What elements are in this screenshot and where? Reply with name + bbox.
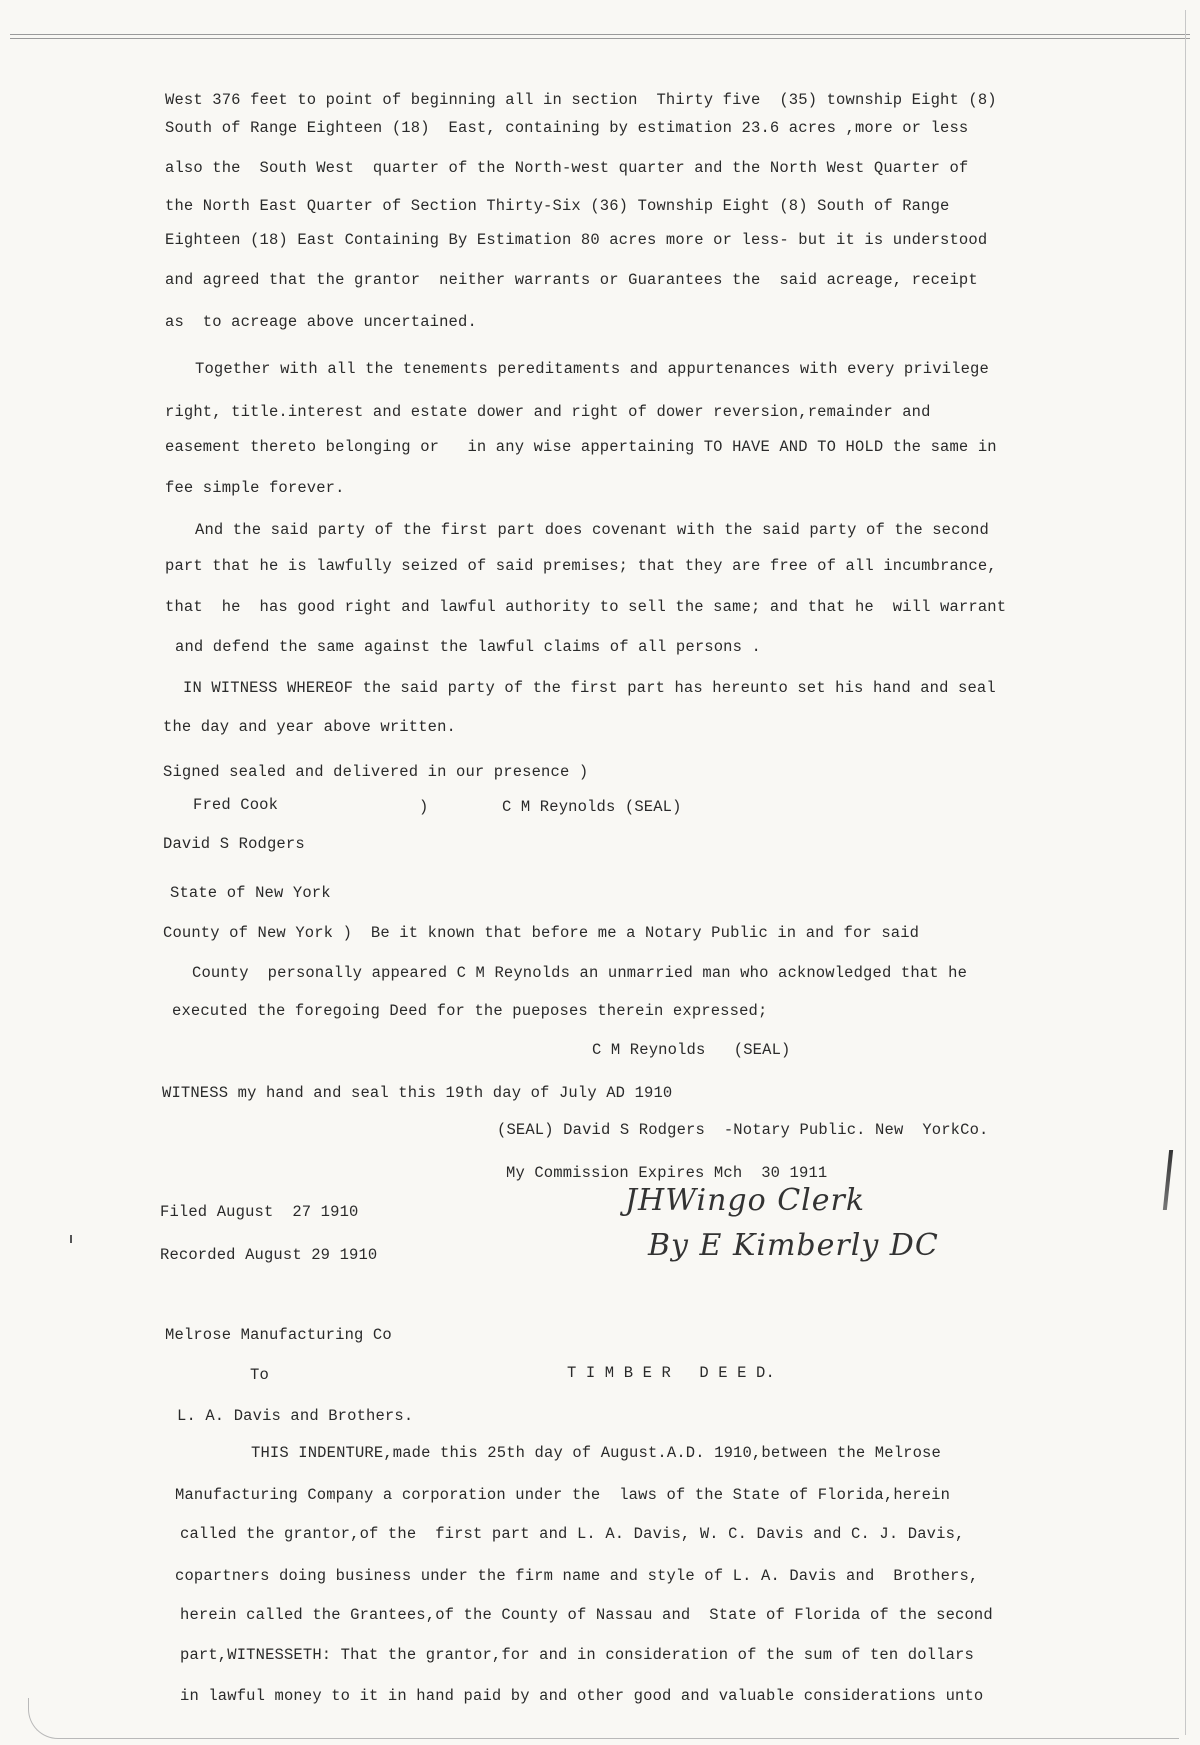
signed-sealed-line: Signed sealed and delivered in our presence ) — [163, 763, 589, 781]
top-border-rule — [10, 34, 1190, 35]
indenture-line: THIS INDENTURE,made this 25th day of August.A.D. 1910,between the Melrose — [251, 1444, 941, 1462]
bracket: ) — [419, 798, 429, 816]
habendum-line: fee simple forever. — [165, 479, 345, 497]
description-line: West 376 feet to point of beginning all in section Thirty five (35) township Eight (8) — [165, 91, 997, 109]
acknowledgment-line: County personally appeared C M Reynolds an unmarried man who acknowledged that he — [192, 964, 968, 982]
description-line: Eighteen (18) East Containing By Estimation 80 acres more or less- but it is understood — [165, 231, 988, 249]
ink-dot — [70, 1235, 72, 1243]
witness-name: David S Rodgers — [163, 835, 305, 853]
grantee-name: L. A. Davis and Brothers. — [177, 1407, 414, 1425]
to-label: To — [250, 1366, 269, 1384]
witness-name: Fred Cook — [193, 796, 279, 814]
habendum-line: Together with all the tenements pereditaments and appurtenances with every privilege — [195, 360, 989, 378]
ink-mark — [1163, 1150, 1173, 1210]
top-border-rule-inner — [10, 38, 1190, 39]
filed-date: Filed August 27 1910 — [160, 1203, 359, 1221]
description-line: also the South West quarter of the North-west quarter and the North West Quarter of — [165, 159, 969, 177]
witness-clause-line: IN WITNESS WHEREOF the said party of the first part has hereunto set his hand and seal — [183, 679, 996, 697]
commission-line: My Commission Expires Mch 30 1911 — [506, 1164, 828, 1182]
witness-date-line: WITNESS my hand and seal this 19th day of July AD 1910 — [162, 1084, 673, 1102]
habendum-line: right, title.interest and estate dower and right of dower reversion,remainder and — [165, 403, 931, 421]
indenture-line: herein called the Grantees,of the County of Nassau and State of Florida of the second — [180, 1606, 993, 1624]
habendum-line: easement thereto belonging or in any wise appertaining TO HAVE AND TO HOLD the same in — [165, 438, 997, 456]
right-border-rule — [1185, 10, 1186, 1735]
deputy-clerk-signature: By E Kimberly DC — [648, 1228, 939, 1263]
indenture-line: in lawful money to it in hand paid by and other good and valuable considerations unto — [180, 1687, 984, 1705]
acknowledgment-line: executed the foregoing Deed for the pueposes therein expressed; — [172, 1002, 768, 1020]
notary-line: (SEAL) David S Rodgers -Notary Public. New YorkCo. — [497, 1121, 989, 1139]
grantor-signature-seal: C M Reynolds (SEAL) — [502, 798, 682, 816]
indenture-line: copartners doing business under the firm name and style of L. A. Davis and Brothers, — [175, 1567, 979, 1585]
covenant-line: part that he is lawfully seized of said premises; that they are free of all incumbrance, — [165, 557, 997, 575]
covenant-line: And the said party of the first part does covenant with the said party of the second — [195, 521, 989, 539]
recorded-date: Recorded August 29 1910 — [160, 1246, 378, 1264]
state-line: State of New York — [170, 884, 331, 902]
grantor-name: Melrose Manufacturing Co — [165, 1326, 392, 1344]
indenture-line: Manufacturing Company a corporation under the laws of the State of Florida,herein — [175, 1486, 951, 1504]
description-line: South of Range Eighteen (18) East, containing by estimation 23.6 acres ,more or less — [165, 119, 969, 137]
indenture-line: called the grantor,of the first part and L. A. Davis, W. C. Davis and C. J. Davis, — [180, 1525, 965, 1543]
acknowledger-signature-seal: C M Reynolds (SEAL) — [592, 1041, 791, 1059]
description-line: as to acreage above uncertained. — [165, 313, 477, 331]
deed-title: T I M B E R D E E D. — [567, 1364, 775, 1382]
description-line: the North East Quarter of Section Thirty-Six (36) Township Eight (8) South of Range — [165, 197, 950, 215]
indenture-line: part,WITNESSETH: That the grantor,for and in consideration of the sum of ten dollars — [180, 1646, 974, 1664]
acknowledgment-line: County of New York ) Be it known that before me a Notary Public in and for said — [163, 924, 920, 942]
description-line: and agreed that the grantor neither warrants or Guarantees the said acreage, receipt — [165, 271, 978, 289]
clerk-signature: JHWingo Clerk — [625, 1183, 866, 1218]
covenant-line: and defend the same against the lawful claims of all persons . — [175, 638, 761, 656]
covenant-line: that he has good right and lawful authority to sell the same; and that he will warrant — [165, 598, 1007, 616]
witness-clause-line: the day and year above written. — [163, 718, 456, 736]
